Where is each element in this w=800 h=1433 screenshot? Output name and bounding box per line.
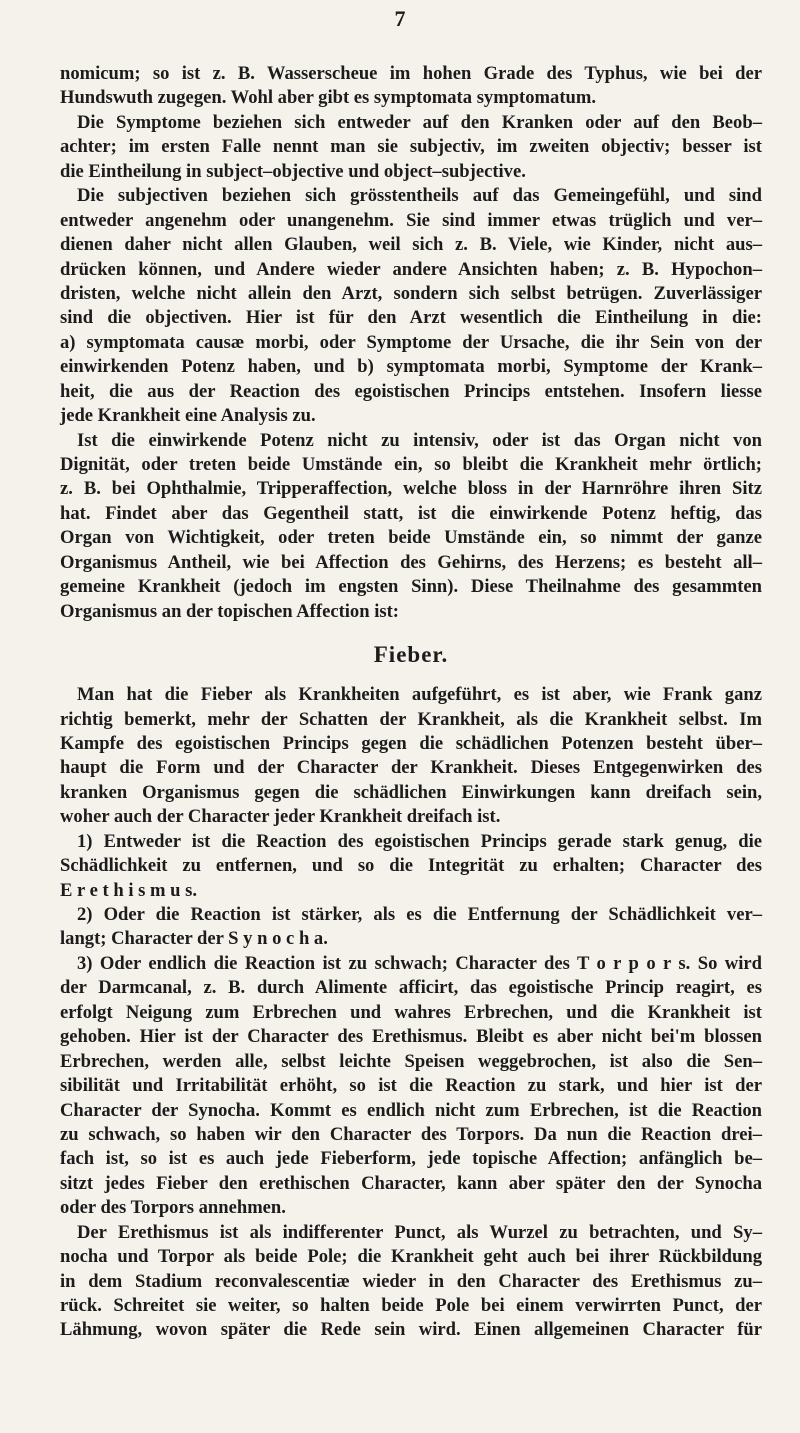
text-line: Organismus an der topischen Affection ist: [60,600,399,622]
text-line: achter; im ersten Falle nennt man sie subjectiv, im zweiten objectiv; besser ist [60,136,762,158]
text-line: Hundswuth zugegen. Wohl aber gibt es symptomata symptomatum. [60,87,597,109]
text-line: zu schwach, so haben wir den Character des Torpors. Da nun die Reaction drei– [60,1123,762,1145]
text-line: 3) Oder endlich die Reaction ist zu schwach; Character des T o r p o r s. So wird [77,952,762,974]
text-line: Man hat die Fieber als Krankheiten aufgeführt, es ist aber, wie Frank ganz [77,684,762,706]
text-line: Der Erethismus ist als indifferenter Punct, als Wurzel zu betrachten, und Sy– [77,1221,762,1243]
text-line: Die Symptome beziehen sich entweder auf den Kranken oder auf den Beob– [77,111,762,133]
text-line: z. B. bei Ophthalmie, Tripperaffection, welche bloss in der Harnröhre ihren Sitz [60,478,762,500]
text-line: sind die objectiven. Hier ist für den Arzt wesentlich die Eintheilung in die: [60,307,762,329]
text-line: Organismus Antheil, wie bei Affection des Gehirns, des Herzens; es besteht all– [60,551,762,573]
text-line: Lähmung, wovon später die Rede sein wird. Einen allgemeinen Character für [60,1319,762,1341]
text-line: a) symptomata causæ morbi, oder Symptome der Ursache, die ihr Sein von der [60,331,762,353]
text-line: Erbrechen, werden alle, selbst leichte Speisen weggebrochen, ist also die Sen– [60,1050,762,1072]
text-line: entweder angenehm oder unangenehm. Sie sind immer etwas trüglich und ver– [60,209,762,231]
section-heading: Fieber. [373,642,449,668]
text-line: dristen, welche nicht allein den Arzt, sondern sich selbst betrügen. Zuverlässiger [60,282,762,304]
text-line: richtig bemerkt, mehr der Schatten der Krankheit, als die Krankheit selbst. Im [60,708,762,730]
text-line: oder des Torpors annehmen. [60,1197,286,1219]
text-line: woher auch der Character jeder Krankheit dreifach ist. [60,806,501,828]
text-line: sibilität und Irritabilität erhöht, so ist die Reaction zu stark, und hier ist der [60,1075,762,1097]
text-line: jede Krankheit eine Analysis zu. [60,405,316,427]
text-line: die Eintheilung in subject–objective und object–subjective. [60,160,526,182]
text-line: erfolgt Neigung zum Erbrechen und wahres Erbrechen, und die Krankheit ist [60,1001,762,1023]
text-line: Schädlichkeit zu entfernen, und so die Integrität zu erhalten; Character des [60,855,762,877]
text-line: der Darmcanal, z. B. durch Alimente afficirt, das egoistische Princip reagirt, es [60,977,762,999]
text-section-before-heading [60,62,762,624]
text-line: gemeine Krankheit (jedoch im engsten Sinn). Diese Theilnahme des gesammten [60,576,762,598]
body-text [60,62,762,1343]
text-line: sitzt jedes Fieber den erethischen Character, kann aber später den der Synocha [60,1172,762,1194]
text-line: 2) Oder die Reaction ist stärker, als es die Entfernung der Schädlichkeit ver– [77,904,762,925]
text-line: Ist die einwirkende Potenz nicht zu intensiv, oder ist das Organ nicht von [77,429,762,451]
text-line: in dem Stadium reconvalescentiæ wieder in den Character des Erethismus zu– [60,1270,762,1292]
text-line: Organ von Wichtigkeit, oder treten beide Umstände ein, so nimmt der ganze [60,527,762,549]
text-line: kranken Organismus gegen die schädlichen Einwirkungen kann dreifach sein, [60,781,762,803]
text-line: drücken können, und Andere wieder andere Ansichten haben; z. B. Hypochon– [60,258,762,280]
text-line: langt; Character der S y n o c h a. [60,928,328,950]
text-line: nocha und Torpor als beide Pole; die Krankheit geht auch bei ihrer Rückbildung [60,1246,762,1268]
text-section-after-heading [60,683,762,1343]
text-line: E r e t h i s m u s. [60,879,198,901]
text-line: nomicum; so ist z. B. Wasserscheue im hohen Grade des Typhus, wie bei der [60,63,762,84]
text-line: 1) Entweder ist die Reaction des egoistischen Princips gerade stark genug, die [77,830,762,852]
text-line: heit, die aus der Reaction des egoistischen Princips entstehen. Insofern liesse [60,380,762,402]
text-line: Character der Synocha. Kommt es endlich nicht zum Erbrechen, ist die Reaction [60,1099,762,1121]
text-line: haupt die Form und der Character der Krankheit. Dieses Entgegenwirken des [60,757,762,779]
text-line: hat. Findet aber das Gegentheil statt, ist die einwirkende Potenz heftig, das [60,502,762,524]
text-line: rück. Schreitet sie weiter, so halten beide Pole bei einem verwirrten Punct, der [60,1295,762,1316]
text-line: gehoben. Hier ist der Character des Erethismus. Bleibt es aber nicht bei'm blossen [60,1026,762,1048]
text-line: Kampfe des egoistischen Princips gegen die schädlichen Potenzen besteht über– [60,732,762,754]
text-line: einwirkenden Potenz haben, und b) symptomata morbi, Symptome der Krank– [60,356,762,378]
page-number: 7 [394,6,406,31]
text-line: Dignität, oder treten beide Umstände ein, so bleibt die Krankheit mehr örtlich; [60,454,762,475]
text-line: dienen daher nicht allen Glauben, weil sich z. B. Viele, wie Kinder, nicht aus– [60,234,762,256]
text-line: fach ist, so ist es auch jede Fieberform, jede topische Affection; anfänglich be– [60,1148,762,1170]
text-line: Die subjectiven beziehen sich grösstentheils auf das Gemeingefühl, und sind [77,185,762,207]
